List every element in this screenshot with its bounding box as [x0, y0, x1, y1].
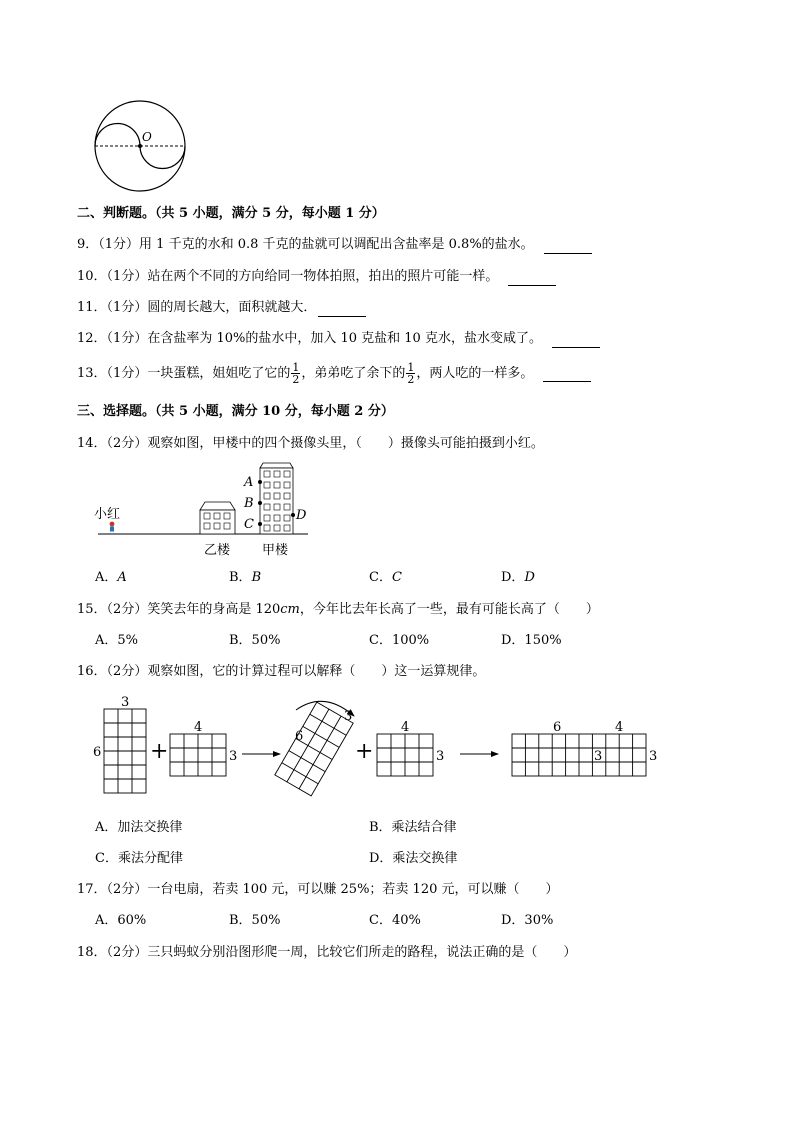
q17-option-c[interactable]: C．40%: [369, 913, 421, 928]
circle-figure: [92, 98, 188, 194]
answer-blank[interactable]: [508, 271, 556, 286]
question-12: [77, 330, 600, 348]
question-11: [77, 299, 366, 317]
question-16-text: 16．（2分）观察如图，它的计算过程可以解释（ ）这一运算规律。: [77, 664, 486, 679]
svg-text:3: 3: [344, 709, 353, 724]
q14-option-d[interactable]: D．D: [501, 570, 535, 585]
q15-option-a[interactable]: A．5%: [95, 633, 139, 648]
person-label: 小红: [94, 507, 121, 522]
section2-title: 二、判断题。（共 5 小题，满分 5 分，每小题 1 分）: [77, 206, 385, 221]
q15-option-b[interactable]: B．50%: [229, 633, 281, 648]
camera-b-label: B: [244, 496, 254, 511]
person-icon: [110, 522, 115, 532]
svg-text:4: 4: [194, 720, 203, 735]
q16-option-d[interactable]: D．乘法交换律: [369, 851, 458, 866]
svg-text:3: 3: [121, 695, 130, 710]
svg-text:6: 6: [295, 729, 304, 744]
grid-3x6: [104, 709, 146, 793]
camera-a-label: A: [244, 475, 254, 490]
question-9-text: 9．（1分）用 1 千克的水和 0.8 千克的盐就可以调配出含盐率是 0.8%的盐水。: [77, 237, 534, 252]
svg-text:3: 3: [229, 749, 238, 764]
question-13-text-1: 13．（1分）一块蛋糕，姐姐吃了它的: [77, 366, 291, 381]
plus-sign: +: [355, 739, 374, 764]
building-jia: [258, 463, 295, 534]
svg-text:4: 4: [401, 720, 410, 735]
q16-option-b[interactable]: B．乘法结合律: [369, 820, 457, 835]
answer-blank[interactable]: [318, 302, 366, 317]
question-10: [77, 268, 556, 286]
building-yi: [200, 502, 235, 534]
q15-option-d[interactable]: D．150%: [501, 633, 562, 648]
q17-option-d[interactable]: D．30%: [501, 913, 554, 928]
fraction-half: $\frac{1}{2}$: [292, 361, 300, 386]
svg-text:3: 3: [594, 749, 603, 764]
q14-option-b[interactable]: B．B: [229, 570, 262, 585]
q14-option-c[interactable]: C．C: [369, 570, 402, 585]
q16-option-c[interactable]: C．乘法分配律: [95, 851, 183, 866]
question-18-text: 18．（2分）三只蚂蚁分别沿图形爬一周，比较它们所走的路程，说法正确的是（ ）: [77, 945, 577, 960]
unit-cm: cm: [280, 602, 300, 617]
question-13-text-3: ，两人吃的一样多。: [416, 366, 534, 381]
question-13-text-2: ，弟弟吃了余下的: [301, 366, 406, 381]
center-label: O: [142, 130, 152, 144]
fraction-half: $\frac{1}{2}$: [407, 361, 415, 386]
svg-text:4: 4: [615, 720, 624, 735]
question-15-text-1: 15．（2分）笑笑去年的身高是 120: [77, 602, 281, 617]
answer-blank[interactable]: [552, 333, 600, 348]
building-jia-label: 甲楼: [262, 543, 289, 558]
building-yi-label: 乙楼: [204, 543, 231, 558]
q17-option-b[interactable]: B．50%: [229, 913, 281, 928]
q15-option-c[interactable]: C．100%: [369, 633, 430, 648]
q17-option-a[interactable]: A．60%: [95, 913, 147, 928]
section3-title: 三、选择题。（共 5 小题，满分 10 分，每小题 2 分）: [77, 404, 394, 419]
camera-c-label: C: [244, 517, 254, 532]
grid-rotated: [275, 702, 353, 796]
question-14-text: 14．（2分）观察如图，甲楼中的四个摄像头里，（ ）摄像头可能拍摄到小红。: [77, 436, 544, 451]
question-13: [77, 360, 591, 388]
answer-blank[interactable]: [544, 239, 592, 254]
q14-option-a[interactable]: A．A: [95, 570, 127, 585]
svg-text:6: 6: [93, 745, 102, 760]
buildings-figure: [90, 458, 320, 562]
plus-sign: +: [150, 739, 169, 764]
grid-combined: [512, 734, 646, 776]
question-9: [77, 236, 592, 254]
question-17-text: 17．（2分）一台电扇，若卖 100 元，可以赚 25%；若卖 120 元，可以赚（ ）: [77, 882, 559, 897]
svg-text:3: 3: [649, 749, 658, 764]
q16-option-a[interactable]: A．加法交换律: [95, 820, 183, 835]
grid-4x3: [377, 734, 433, 776]
camera-d-label: D: [296, 508, 307, 523]
grid-4x3: [170, 734, 226, 776]
answer-blank[interactable]: [543, 367, 591, 382]
question-15-text-2: ，今年比去年长高了一些，最有可能长高了（ ）: [299, 602, 599, 617]
svg-text:6: 6: [553, 720, 562, 735]
question-10-text: 10．（1分）站在两个不同的方向给同一物体拍照，拍出的照片可能一样。: [77, 269, 499, 284]
question-15: [77, 601, 599, 619]
question-11-text: 11．（1分）圆的周长越大，面积就越大．: [77, 300, 317, 315]
question-12-text: 12．（1分）在含盐率为 10%的盐水中，加入 10 克盐和 10 克水，盐水变咸了。: [77, 331, 542, 346]
svg-text:3: 3: [436, 749, 445, 764]
multiplication-figure: [88, 694, 660, 804]
